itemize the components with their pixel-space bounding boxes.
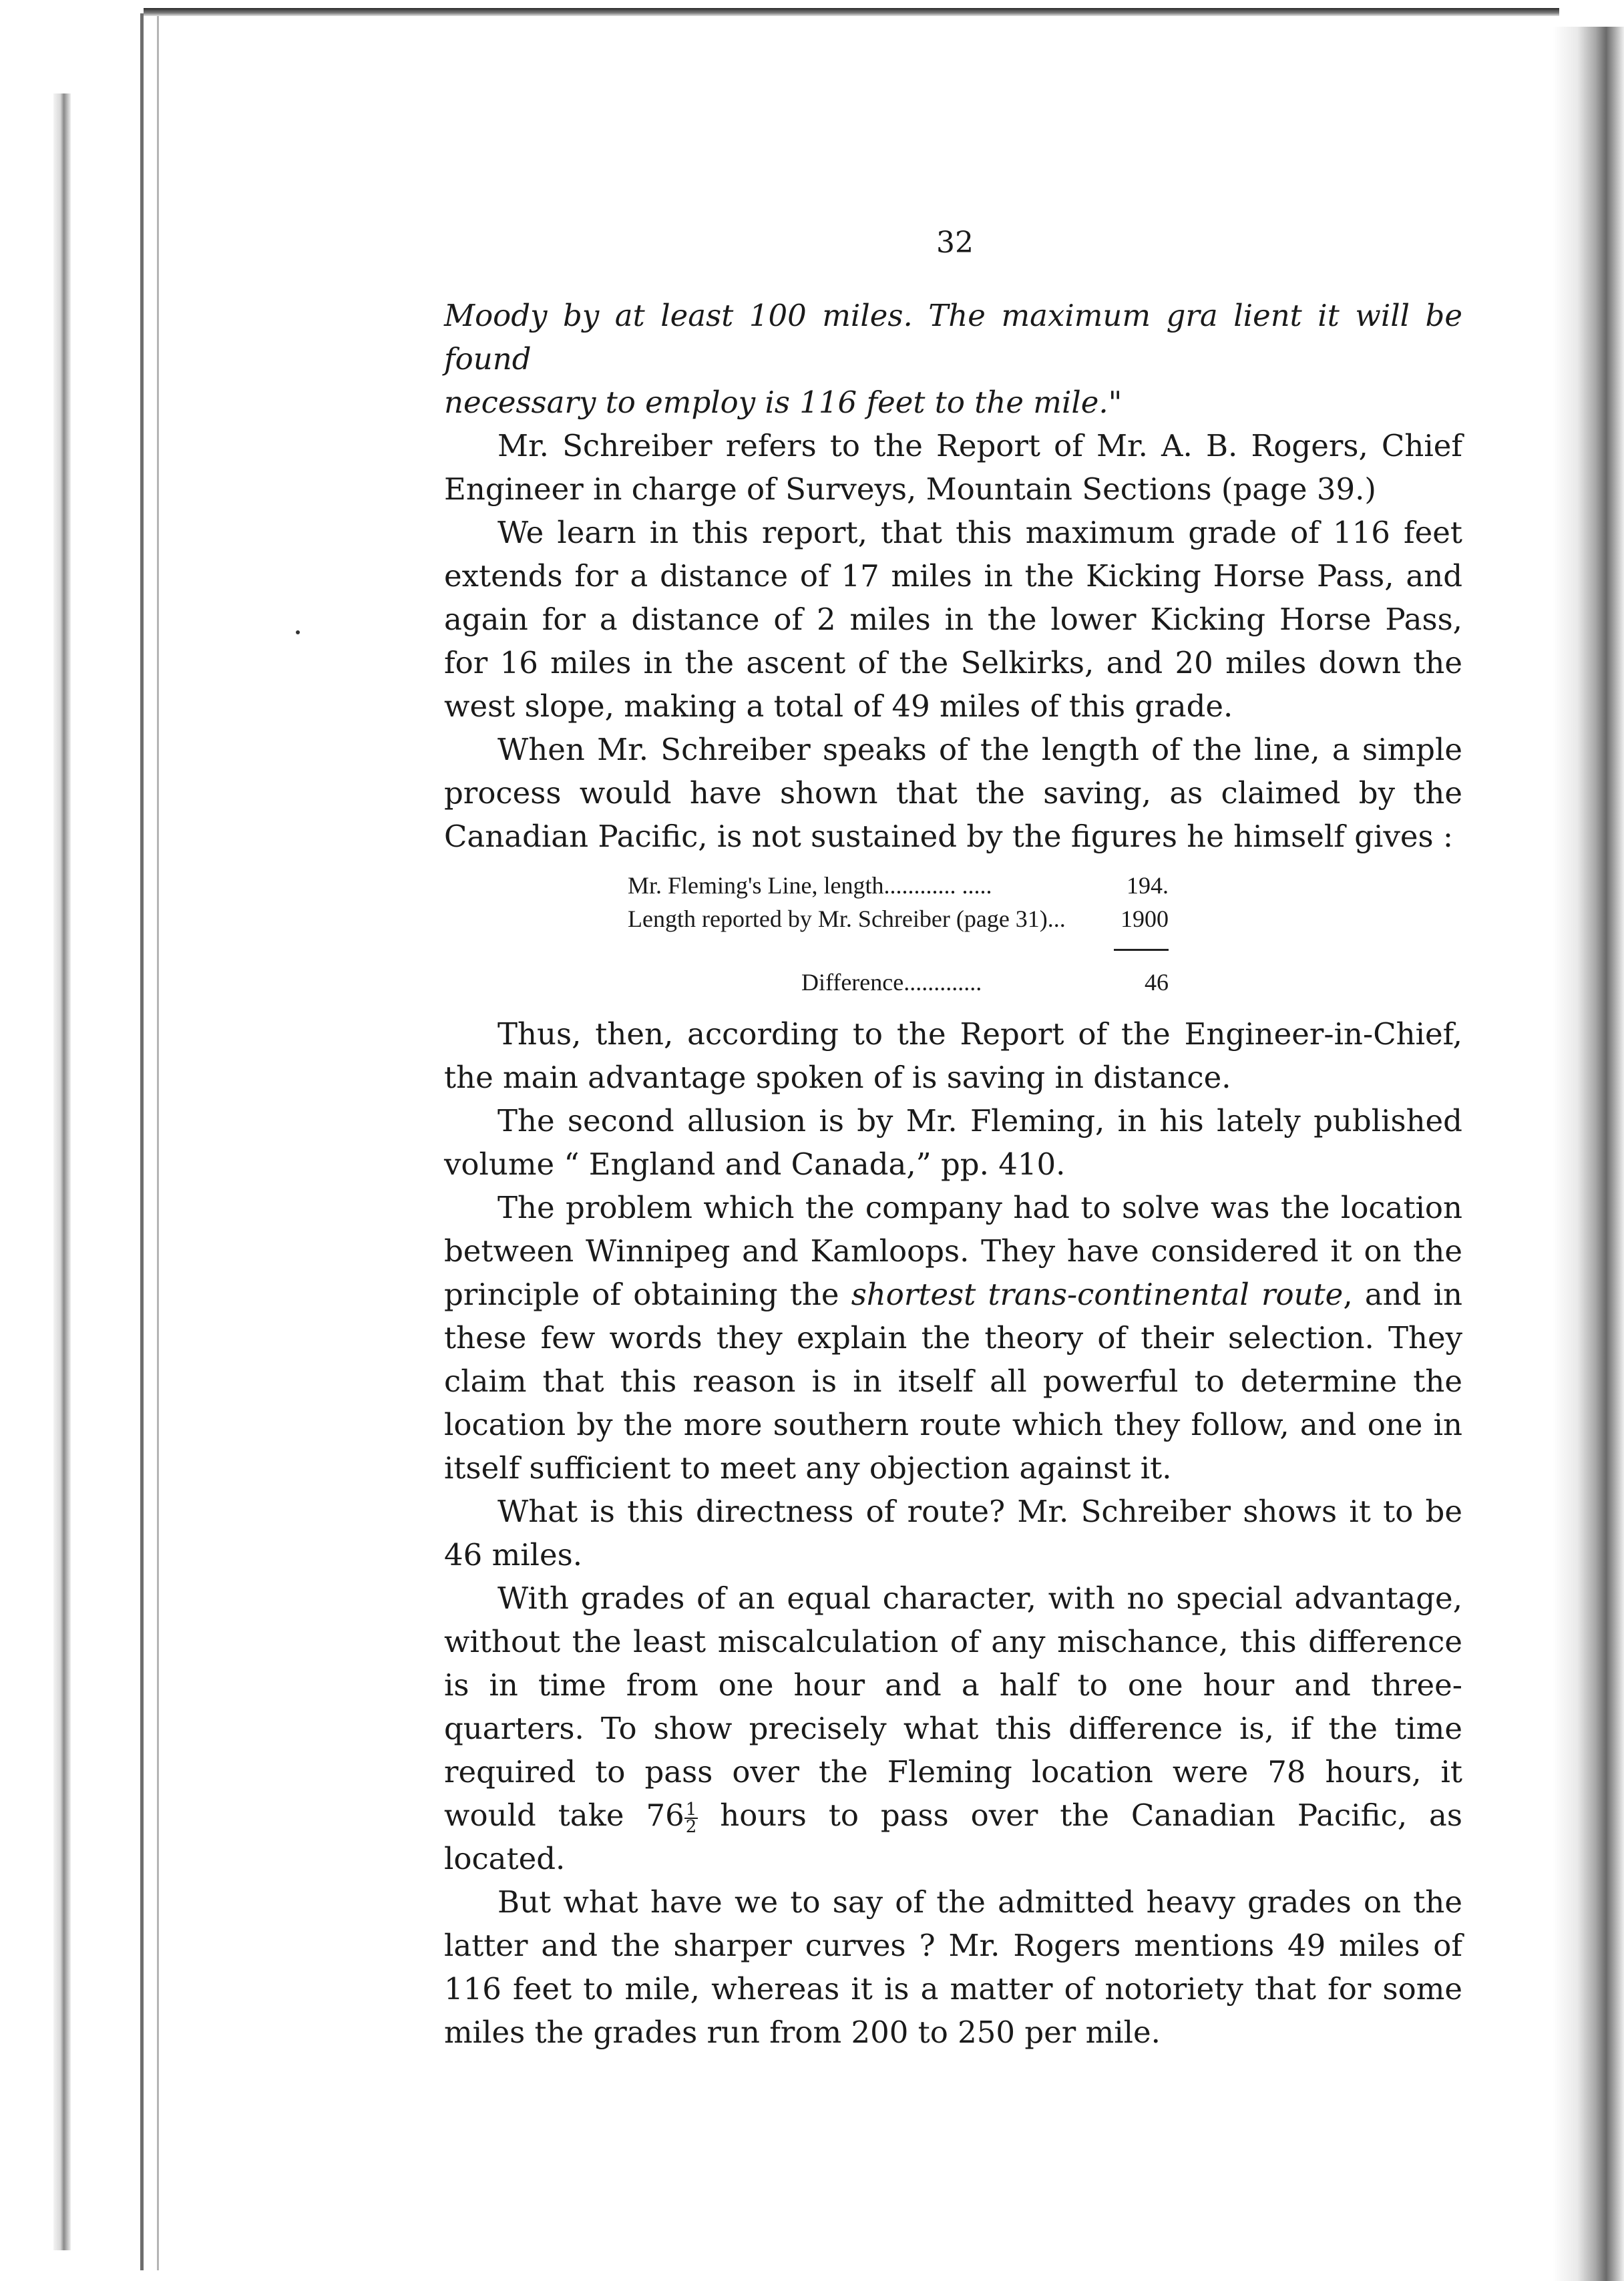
- fraction-numerator: 1: [685, 1799, 697, 1820]
- row-label: Length reported by Mr. Schreiber (page 31)...: [628, 905, 1066, 932]
- paragraph-heavy-grades: But what have we to say of the admitted heavy grades on the latter and the sharper curves ? Mr. Rogers mentions 49 miles of 116 feet to mile, whereas it is a matter of notoriety that for some miles the grades run from 200 to 250 per mile.: [444, 1884, 1462, 2050]
- paragraph-length-of-line: When Mr. Schreiber speaks of the length of the line, a simple process would have shown that the saving, as claimed by the Canadian Pacific, is not sustained by the figures he himself gives :: [444, 732, 1462, 854]
- page-edge-line-inner: [157, 13, 159, 2270]
- text-run: With grades of an equal character, with no special advantage, without the least miscalculation of any mischance, this difference is in time from one hour and a half to one hour and three-quarters. To show precisely what this difference is, if the time required to pass over the Fleming location were 78 hours, it would take 76: [444, 1581, 1462, 1833]
- emphasis-text: shortest trans-continental route: [851, 1277, 1344, 1312]
- row-value: 194.: [1127, 872, 1169, 899]
- paragraph-directness: What is this directness of route? Mr. Schreiber shows it to be 46 miles.: [444, 1494, 1462, 1573]
- table-row: [628, 902, 1169, 936]
- paragraph-we-learn: We learn in this report, that this maximum grade of 116 feet extends for a distance of 17 miles in the Kicking Horse Pass, and again for a distance of 2 miles in the lower Kicking Horse Pass, for 16 miles in the ascent of the Selkirks, and 20 miles down the west slope, making a total of 49 miles of this grade.: [444, 515, 1462, 724]
- paragraph-schreiber-refers: Mr. Schreiber refers to the Report of Mr. A. B. Rogers, Chief Engineer in charge of Surveys, Mountain Sections (page 39.): [444, 428, 1462, 507]
- paragraph-thus-then: Thus, then, according to the Report of the Engineer-in-Chief, the main advantage spoken of is saving in distance.: [444, 1016, 1462, 1095]
- page-edge-line: [140, 13, 144, 2270]
- quote-continuation: [444, 294, 1462, 424]
- text-run: hours to pass over the Canadian Pacific, as located.: [444, 1798, 1462, 1876]
- text-run: , and in these few words they explain the theory of their selection. They claim that this reason is in itself all powerful to determine the location by the more southern route which they follow, and one in itself sufficient to meet any objection against it.: [444, 1277, 1463, 1486]
- paragraph-grades: [444, 1577, 1462, 1880]
- difference-value: 46: [1145, 969, 1169, 996]
- difference-row: [628, 966, 1169, 999]
- page-edge-left: [53, 93, 71, 2250]
- difference-label: Difference.............: [801, 969, 982, 996]
- page-number: 32: [936, 226, 974, 260]
- sum-rule: [1114, 949, 1169, 951]
- paragraph-second-allusion: The second allusion is by Mr. Fleming, in his lately published volume “ England and Canada,” pp. 410.: [444, 1103, 1462, 1182]
- row-value: 1900: [1121, 905, 1169, 932]
- fraction-one-half: [684, 1799, 698, 1837]
- text-run: The problem which the company had to solve was the location between Winnipeg and Kamloops. They have considered it on the principle of obtaining the: [444, 1190, 1462, 1312]
- margin-speck: [296, 630, 300, 634]
- quote-line-2: necessary to employ is 116 feet to the mile.": [444, 385, 1123, 420]
- page-edge-right: [1553, 27, 1624, 2281]
- page-edge-top: [144, 8, 1559, 16]
- length-comparison-table: [628, 869, 1169, 999]
- table-row: [628, 869, 1169, 902]
- quote-line-1: Moody by at least 100 miles. The maximum gra lient it will be found: [444, 298, 1462, 377]
- row-label: Mr. Fleming's Line, length............ .....: [628, 872, 992, 899]
- paragraph-problem: [444, 1186, 1462, 1490]
- fraction-denominator: 2: [685, 1816, 697, 1837]
- page-body: [444, 294, 1462, 2054]
